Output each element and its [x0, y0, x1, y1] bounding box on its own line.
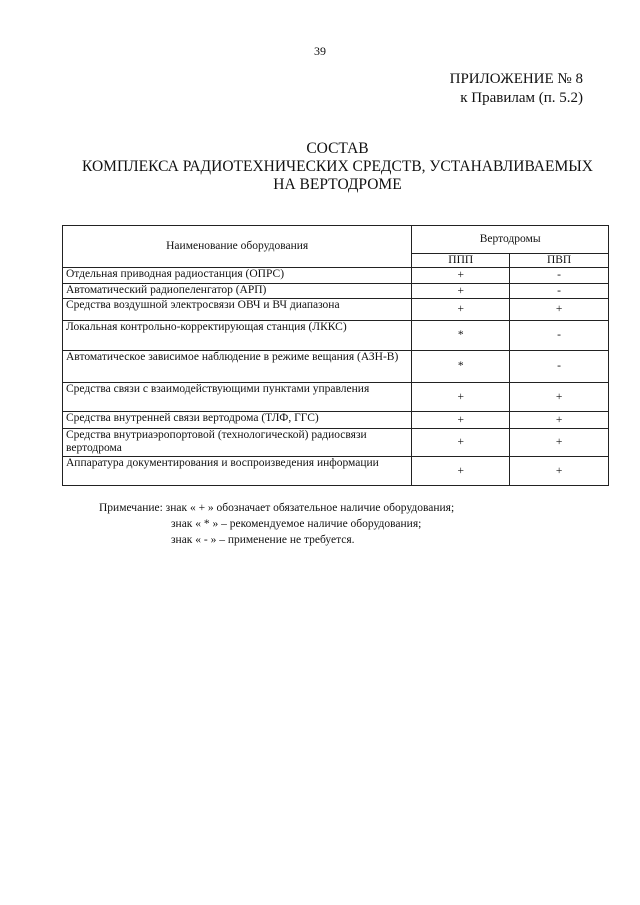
- table-row: [63, 457, 609, 486]
- ifr-mark: *: [412, 321, 510, 351]
- title-line-2: КОМПЛЕКСА РАДИОТЕХНИЧЕСКИХ СРЕДСТВ, УСТАНАВЛИВАЕМЫХ: [82, 158, 593, 175]
- equipment-name: Средства внутренней связи вертодрома (ТЛФ, ГГС): [63, 412, 412, 429]
- table-row: [63, 383, 609, 412]
- document-title: [60, 140, 615, 194]
- vfr-mark: +: [510, 412, 609, 429]
- equipment-name: Средства воздушной электросвязи ОВЧ и ВЧ диапазона: [63, 299, 412, 321]
- ifr-mark: +: [412, 429, 510, 457]
- ifr-mark: +: [412, 457, 510, 486]
- table-row: [63, 412, 609, 429]
- equipment-name: Автоматическое зависимое наблюдение в режиме вещания (АЗН-В): [63, 351, 412, 383]
- vfr-mark: -: [510, 351, 609, 383]
- vfr-mark: +: [510, 429, 609, 457]
- column-header-heliports: Вертодромы: [412, 226, 609, 254]
- appendix-reference: к Правилам (п. 5.2): [460, 90, 583, 106]
- note-line-1: Примечание: знак « + » обозначает обязательное наличие оборудования;: [99, 502, 455, 514]
- table-row: [63, 284, 609, 299]
- page-number: 39: [314, 44, 326, 58]
- ifr-mark: +: [412, 299, 510, 321]
- equipment-name: Средства связи с взаимодействующими пунктами управления: [63, 383, 412, 412]
- appendix-number: ПРИЛОЖЕНИЕ № 8: [449, 71, 583, 87]
- ifr-mark: +: [412, 383, 510, 412]
- title-line-3: НА ВЕРТОДРОМЕ: [273, 176, 402, 193]
- ifr-mark: +: [412, 412, 510, 429]
- vfr-mark: +: [510, 299, 609, 321]
- equipment-name: Отдельная приводная радиостанция (ОПРС): [63, 268, 412, 284]
- equipment-table: [62, 225, 609, 486]
- note-line-2: знак « * » – рекомендуемое наличие оборудования;: [171, 518, 422, 530]
- equipment-name: Локальная контрольно-корректирующая станция (ЛККС): [63, 321, 412, 351]
- column-header-vfr: ПВП: [510, 254, 609, 268]
- equipment-name: Аппаратура документирования и воспроизведения информации: [63, 457, 412, 486]
- table-row: [63, 321, 609, 351]
- ifr-mark: +: [412, 268, 510, 284]
- table-row: [63, 429, 609, 457]
- equipment-name: Автоматический радиопеленгатор (АРП): [63, 284, 412, 299]
- column-header-ifr: ППП: [412, 254, 510, 268]
- note-line-3: знак « - » – применение не требуется.: [171, 534, 355, 546]
- table-row: [63, 351, 609, 383]
- ifr-mark: *: [412, 351, 510, 383]
- vfr-mark: +: [510, 383, 609, 412]
- appendix-header: [450, 70, 583, 108]
- equipment-name: Средства внутриаэропортовой (технологической) радиосвязи вертодрома: [63, 429, 412, 457]
- title-line-1: СОСТАВ: [306, 140, 369, 157]
- column-header-equipment: Наименование оборудования: [63, 226, 412, 268]
- table-row: [63, 268, 609, 284]
- vfr-mark: -: [510, 268, 609, 284]
- table-row: [63, 299, 609, 321]
- ifr-mark: +: [412, 284, 510, 299]
- vfr-mark: +: [510, 457, 609, 486]
- vfr-mark: -: [510, 284, 609, 299]
- vfr-mark: -: [510, 321, 609, 351]
